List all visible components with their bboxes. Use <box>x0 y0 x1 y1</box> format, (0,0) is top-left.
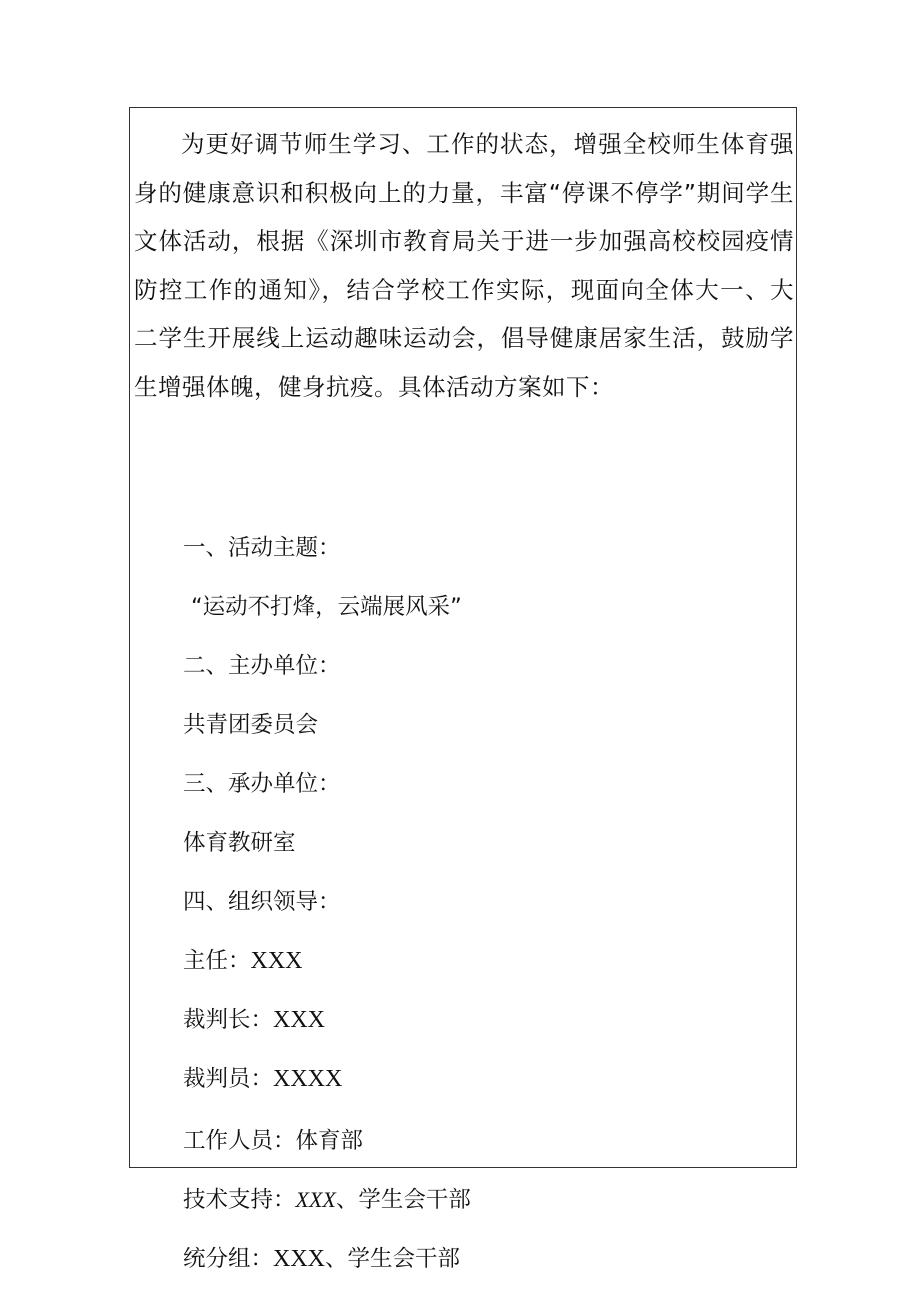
director-value: XXX <box>250 948 303 974</box>
staff-line <box>183 1126 363 1156</box>
director-label: 主任： <box>183 948 251 974</box>
referees-line <box>183 1064 342 1094</box>
chief-referee-line <box>183 1005 325 1035</box>
chief-referee-value: XXX <box>273 1007 326 1033</box>
scoring-line <box>183 1244 460 1274</box>
scoring-label: 统分组： <box>183 1246 274 1272</box>
host-text: 体育教研室 <box>183 830 296 856</box>
staff-label: 工作人员： <box>183 1128 296 1154</box>
staff-value: 体育部 <box>295 1128 364 1154</box>
chief-referee-label: 裁判长： <box>183 1007 274 1033</box>
section-heading-leadership: 四、组织领导： <box>183 889 341 915</box>
tech-support-value: XXX <box>295 1187 336 1212</box>
theme-text: “运动不打烽，云端展风采” <box>191 594 462 620</box>
tech-support-value-rest: 、学生会干部 <box>335 1187 471 1213</box>
section-heading-organizer: 二、主办单位： <box>183 653 341 679</box>
director-line <box>183 946 303 976</box>
section-heading-theme: 一、活动主题： <box>183 535 341 561</box>
document-frame <box>129 107 797 1272</box>
scoring-value: XXX <box>273 1246 326 1272</box>
intro-paragraph: 为更好调节师生学习、工作的状态，增强全校师生体育强身的健康意识和积极向上的力量，丰富“停课不停学”期间学生文体活动，根据《深圳市教育局关于进一步加强高校校园疫情防控工作的通知》，结合学校工作实际，现面向全体大一、大二学生开展线上运动趣味运动会，倡导健康居家生活，鼓励学生增强体魄，健身抗疫。具体活动方案如下： <box>134 130 794 401</box>
tech-support-label: 技术支持： <box>183 1187 296 1213</box>
section-heading-host: 三、承办单位： <box>183 771 341 797</box>
referees-label: 裁判员： <box>183 1066 274 1092</box>
referees-value: XXXX <box>273 1066 343 1092</box>
organizer-text: 共青团委员会 <box>183 712 319 738</box>
tech-support-line <box>183 1185 471 1215</box>
scoring-value-rest: 、学生会干部 <box>325 1246 461 1272</box>
